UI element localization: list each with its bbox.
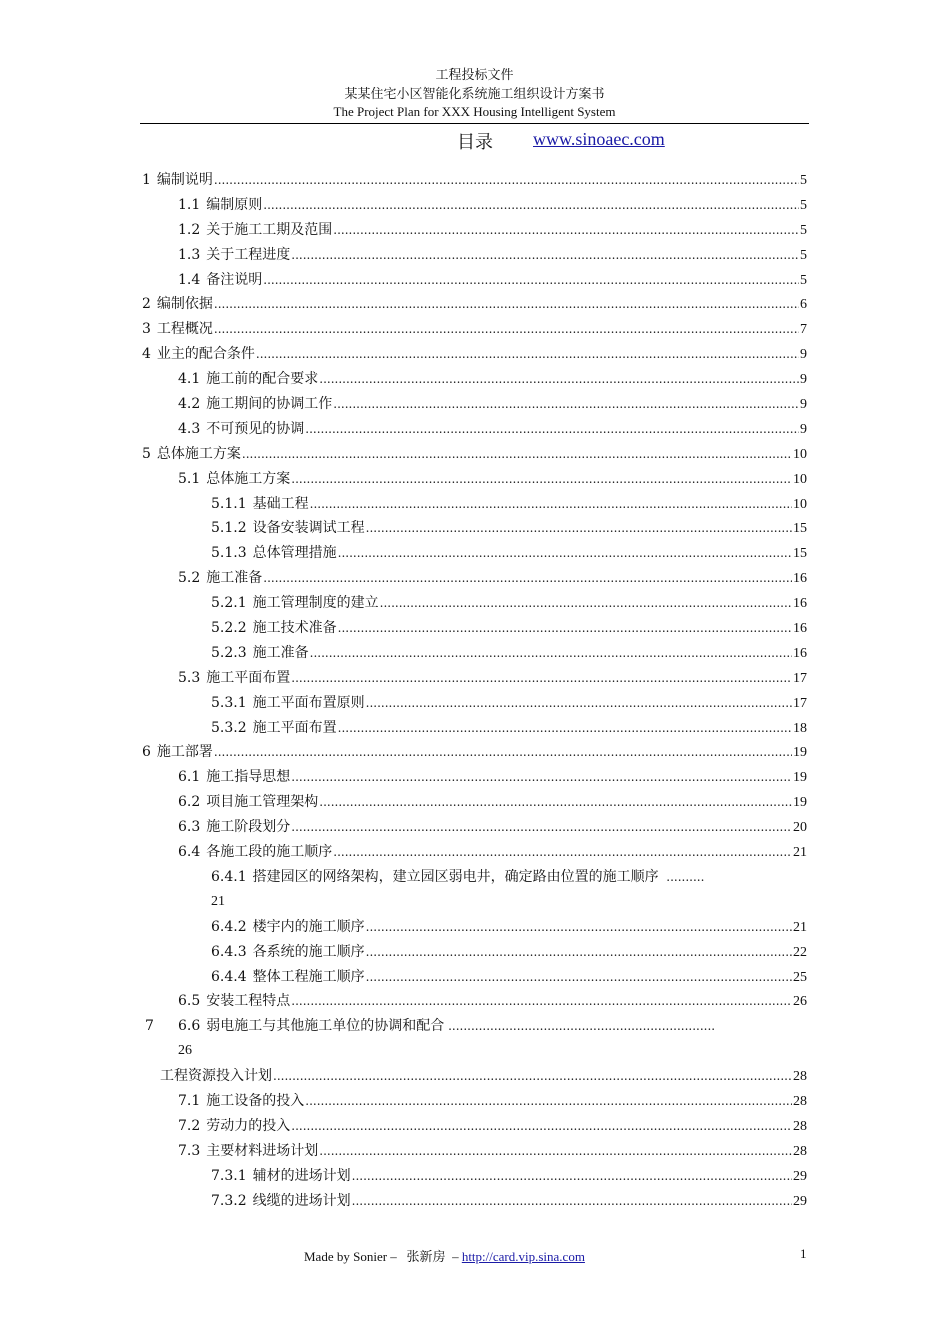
toc-entry[interactable] bbox=[142, 591, 807, 616]
toc-entry-number: 6.4.2 bbox=[211, 918, 247, 935]
toc-entry-number: 6.5 bbox=[178, 993, 201, 1010]
header-line-2: 某某住宅小区智能化系统施工组织设计方案书 bbox=[344, 87, 605, 102]
toc-entry-text: 项目施工管理架构 bbox=[206, 794, 319, 811]
toc-entry[interactable] bbox=[142, 417, 807, 442]
toc-entry-text: 施工前的配合要求 bbox=[206, 371, 319, 388]
toc-entry-page: 10 bbox=[793, 471, 807, 487]
toc-entry-dots bbox=[333, 840, 792, 865]
header-line-1: 工程投标文件 bbox=[435, 68, 514, 83]
toc-entry-page: 29 bbox=[793, 1193, 807, 1209]
toc-entry[interactable] bbox=[142, 915, 807, 940]
toc-entry[interactable] bbox=[142, 516, 807, 541]
toc-entry-page: 16 bbox=[793, 621, 807, 637]
toc-entry-number: 5 bbox=[142, 445, 151, 462]
toc-entry-continuation bbox=[142, 890, 807, 915]
toc-entry-number: 6.2 bbox=[178, 794, 201, 811]
toc-entry-number: 5.2.3 bbox=[211, 644, 247, 661]
toc-entry-number: 1.4 bbox=[178, 271, 201, 288]
toc-entry-dots: ...................................................................... bbox=[444, 1019, 716, 1034]
toc-entry-text: 施工部署 bbox=[156, 744, 213, 761]
toc-entry-page: 28 bbox=[793, 1118, 807, 1134]
toc-entry-page: 9 bbox=[800, 347, 807, 363]
toc-entry-text: 施工技术准备 bbox=[252, 620, 337, 637]
toc-entry-number: 7.3.2 bbox=[211, 1192, 247, 1209]
website-link[interactable]: www.sinoaec.com bbox=[533, 129, 665, 149]
toc-entry-number: 7.2 bbox=[178, 1117, 201, 1134]
toc-entry-page: 25 bbox=[793, 969, 807, 985]
toc-entry-page: 5 bbox=[800, 272, 807, 288]
toc-entry-text: 各系统的施工顺序 bbox=[252, 943, 365, 960]
toc-entry-text: 施工平面布置原则 bbox=[252, 694, 365, 711]
toc-entry[interactable] bbox=[142, 1114, 807, 1139]
toc-entry-page: 19 bbox=[793, 745, 807, 761]
toc-entry-body bbox=[211, 865, 704, 890]
toc-entry-dots bbox=[305, 417, 799, 442]
toc-entry-dots bbox=[291, 467, 792, 492]
toc-entry-page: 15 bbox=[793, 546, 807, 562]
toc-entry-text: 施工指导思想 bbox=[206, 769, 291, 786]
toc-entry-text: 施工准备 bbox=[252, 644, 309, 661]
table-of-contents bbox=[142, 168, 807, 1213]
toc-entry[interactable] bbox=[142, 666, 807, 691]
toc-entry-prefix: 7 bbox=[145, 1018, 154, 1035]
toc-entry-page: 29 bbox=[793, 1168, 807, 1184]
toc-entry-number: 3 bbox=[142, 321, 151, 338]
toc-entry-dots bbox=[291, 815, 792, 840]
toc-entry-number: 1.2 bbox=[178, 221, 201, 238]
toc-title: 目录 bbox=[457, 132, 493, 153]
toc-entry-number: 5.1 bbox=[178, 470, 201, 487]
toc-entry[interactable] bbox=[142, 268, 807, 293]
toc-entry-text: 施工管理制度的建立 bbox=[252, 595, 379, 612]
toc-entry[interactable] bbox=[142, 541, 807, 566]
toc-entry-text: 总体施工方案 bbox=[156, 445, 241, 462]
toc-entry-dots bbox=[310, 492, 792, 517]
toc-entry-dots bbox=[319, 367, 799, 392]
toc-entry[interactable] bbox=[142, 815, 807, 840]
toc-entry-page: 9 bbox=[800, 372, 807, 388]
toc-entry[interactable] bbox=[142, 492, 807, 517]
toc-entry-continuation bbox=[142, 1039, 807, 1064]
toc-entry-number: 5.3.1 bbox=[211, 694, 247, 711]
toc-entry[interactable] bbox=[142, 865, 807, 890]
toc-entry-number: 4.2 bbox=[178, 396, 201, 413]
toc-entry-dots bbox=[352, 1189, 792, 1214]
toc-entry[interactable] bbox=[142, 1014, 807, 1039]
toc-entry-number: 5.2 bbox=[178, 570, 201, 587]
toc-entry-page: 28 bbox=[793, 1093, 807, 1109]
toc-entry-dots bbox=[291, 243, 799, 268]
toc-entry-dots bbox=[338, 616, 792, 641]
toc-entry[interactable] bbox=[142, 218, 807, 243]
toc-entry-page: 26 bbox=[178, 1043, 192, 1059]
toc-entry-number: 6.1 bbox=[178, 769, 201, 786]
toc-entry-text: 施工准备 bbox=[206, 570, 263, 587]
toc-entry-dots bbox=[338, 716, 792, 741]
toc-entry-number: 6.3 bbox=[178, 819, 201, 836]
footer-author: 张新房 bbox=[406, 1250, 446, 1265]
toc-entry-text: 编制说明 bbox=[156, 172, 213, 188]
toc-entry[interactable] bbox=[142, 467, 807, 492]
toc-entry[interactable] bbox=[142, 292, 807, 317]
toc-entry-dots bbox=[273, 1064, 792, 1089]
toc-entry[interactable] bbox=[142, 193, 807, 218]
toc-entry-page: 9 bbox=[800, 421, 807, 437]
toc-entry-text: 搭建园区的网络架构，建立园区弱电井，确定路由位置的施工顺序 bbox=[252, 868, 659, 885]
toc-entry-page: 5 bbox=[800, 197, 807, 213]
toc-entry-number: 4.3 bbox=[178, 420, 201, 437]
toc-entry-dots bbox=[305, 1089, 792, 1114]
footer-credit bbox=[304, 1246, 585, 1265]
toc-entry-dots bbox=[366, 940, 792, 965]
toc-entry-text: 基础工程 bbox=[252, 495, 309, 512]
toc-entry-number: 5.2.1 bbox=[211, 595, 247, 612]
toc-entry-number: 5.1.3 bbox=[211, 545, 247, 562]
toc-entry-dots bbox=[242, 442, 792, 467]
toc-entry-page: 10 bbox=[793, 496, 807, 512]
toc-entry-text: 安装工程特点 bbox=[206, 993, 291, 1010]
toc-entry-number: 4.1 bbox=[178, 371, 201, 388]
toc-entry-page: 17 bbox=[793, 670, 807, 686]
toc-entry-number: 7.1 bbox=[178, 1092, 201, 1109]
toc-entry[interactable] bbox=[142, 691, 807, 716]
footer-made-by: Made by Sonier – bbox=[304, 1249, 397, 1264]
toc-entry-text: 整体工程施工顺序 bbox=[252, 968, 365, 985]
toc-entry-dots bbox=[291, 666, 792, 691]
toc-entry-number: 7.3 bbox=[178, 1142, 201, 1159]
toc-entry-number: 6.4 bbox=[178, 844, 201, 861]
toc-entry-page: 28 bbox=[793, 1069, 807, 1085]
toc-entry-page: 17 bbox=[793, 695, 807, 711]
toc-entry[interactable] bbox=[142, 1164, 807, 1189]
toc-entry[interactable] bbox=[142, 243, 807, 268]
toc-entry-dots bbox=[263, 193, 799, 218]
toc-entry-page: 19 bbox=[793, 795, 807, 811]
header-rule bbox=[140, 123, 809, 124]
toc-entry[interactable] bbox=[142, 442, 807, 467]
toc-entry-dots bbox=[366, 965, 792, 990]
toc-entry-dots bbox=[291, 989, 792, 1014]
toc-entry-text: 施工阶段划分 bbox=[206, 819, 291, 836]
toc-entry-page: 9 bbox=[800, 397, 807, 413]
toc-title-row bbox=[0, 128, 950, 154]
footer-dash: – bbox=[452, 1249, 459, 1264]
toc-entry[interactable] bbox=[142, 765, 807, 790]
toc-entry-dots bbox=[263, 268, 799, 293]
toc-entry-text: 设备安装调试工程 bbox=[252, 520, 365, 537]
toc-entry[interactable] bbox=[142, 965, 807, 990]
toc-entry-dots bbox=[319, 790, 792, 815]
toc-entry-page: 15 bbox=[793, 521, 807, 537]
toc-entry[interactable] bbox=[142, 840, 807, 865]
toc-entry-text: 编制依据 bbox=[156, 296, 213, 313]
toc-entry-dots bbox=[310, 641, 792, 666]
toc-entry-number: 5.1.2 bbox=[211, 520, 247, 537]
toc-entry[interactable] bbox=[142, 392, 807, 417]
toc-entry-dots bbox=[366, 915, 792, 940]
toc-entry-text: 总体施工方案 bbox=[206, 470, 291, 487]
toc-entry-body bbox=[178, 1014, 715, 1039]
toc-entry-page: 28 bbox=[793, 1143, 807, 1159]
toc-entry-dots bbox=[291, 765, 792, 790]
toc-entry-number: 2 bbox=[142, 296, 151, 313]
toc-entry-page: 6 bbox=[800, 297, 807, 313]
toc-entry-text: 施工平面布置 bbox=[206, 669, 291, 686]
toc-entry[interactable] bbox=[142, 790, 807, 815]
toc-entry-text: 施工平面布置 bbox=[252, 719, 337, 736]
toc-entry-number: 5.2.2 bbox=[211, 620, 247, 637]
toc-entry-text: 关于施工工期及范围 bbox=[206, 221, 333, 238]
toc-entry-dots bbox=[263, 566, 792, 591]
toc-entry[interactable] bbox=[142, 168, 807, 193]
toc-entry-number: 5.1.1 bbox=[211, 495, 247, 512]
page-header bbox=[140, 66, 809, 120]
toc-entry[interactable] bbox=[142, 716, 807, 741]
toc-entry-page: 10 bbox=[793, 446, 807, 462]
toc-entry-number: 4 bbox=[142, 346, 151, 363]
toc-entry-page: 5 bbox=[800, 247, 807, 263]
toc-entry[interactable] bbox=[142, 940, 807, 965]
toc-entry-text: 工程概况 bbox=[156, 321, 213, 338]
toc-entry-page: 5 bbox=[800, 173, 807, 188]
toc-entry-number: 1.3 bbox=[178, 246, 201, 263]
toc-entry-text: 关于工程进度 bbox=[206, 246, 291, 263]
toc-entry-dots bbox=[291, 1114, 792, 1139]
toc-entry-page: 21 bbox=[211, 893, 225, 909]
toc-entry-dots bbox=[214, 168, 799, 193]
toc-entry-dots bbox=[366, 516, 792, 541]
toc-entry-page: 5 bbox=[800, 222, 807, 238]
toc-entry[interactable] bbox=[142, 566, 807, 591]
toc-entry-dots bbox=[256, 342, 799, 367]
toc-entry-dots bbox=[319, 1139, 792, 1164]
toc-entry-dots bbox=[333, 218, 799, 243]
toc-entry-dots bbox=[214, 292, 799, 317]
toc-entry-page: 16 bbox=[793, 645, 807, 661]
toc-entry-text: 弱电施工与其他施工单位的协调和配合 bbox=[206, 1018, 445, 1035]
toc-entry-page: 19 bbox=[793, 770, 807, 786]
toc-entry[interactable] bbox=[142, 740, 807, 765]
toc-entry-page: 22 bbox=[793, 944, 807, 960]
toc-entry[interactable] bbox=[142, 1189, 807, 1214]
toc-entry-number: 1 bbox=[142, 172, 151, 188]
toc-entry-text: 总体管理措施 bbox=[252, 545, 337, 562]
toc-entry-text: 辅材的进场计划 bbox=[252, 1167, 351, 1184]
toc-entry-page: 18 bbox=[793, 720, 807, 736]
toc-entry-number: 6.4.3 bbox=[211, 943, 247, 960]
toc-entry-text: 施工期间的协调工作 bbox=[206, 396, 333, 413]
toc-entry-number: 1.1 bbox=[178, 196, 201, 213]
toc-entry-text: 楼宇内的施工顺序 bbox=[252, 918, 365, 935]
toc-entry-dots bbox=[214, 740, 792, 765]
toc-entry-dots bbox=[214, 317, 799, 342]
toc-entry[interactable] bbox=[142, 1139, 807, 1164]
toc-entry-page: 7 bbox=[800, 322, 807, 338]
toc-entry-text: 线缆的进场计划 bbox=[252, 1192, 351, 1209]
page-footer bbox=[0, 1246, 950, 1266]
toc-entry-dots: .......... bbox=[658, 869, 705, 884]
footer-url-link[interactable]: http://card.vip.sina.com bbox=[461, 1249, 585, 1264]
toc-entry-dots bbox=[380, 591, 792, 616]
toc-entry-page: 20 bbox=[793, 820, 807, 836]
toc-entry-number: 7.3.1 bbox=[211, 1167, 247, 1184]
toc-entry-page: 21 bbox=[793, 845, 807, 861]
toc-entry-text: 业主的配合条件 bbox=[156, 346, 255, 363]
toc-entry-page: 16 bbox=[793, 596, 807, 612]
toc-entry[interactable] bbox=[142, 989, 807, 1014]
toc-entry-text: 施工设备的投入 bbox=[206, 1092, 305, 1109]
toc-entry[interactable] bbox=[142, 367, 807, 392]
toc-entry-text: 主要材料进场计划 bbox=[206, 1142, 319, 1159]
toc-entry-text: 不可预见的协调 bbox=[206, 420, 305, 437]
toc-entry-text: 劳动力的投入 bbox=[206, 1117, 291, 1134]
toc-entry[interactable] bbox=[142, 616, 807, 641]
toc-entry-dots bbox=[366, 691, 792, 716]
toc-entry-page: 21 bbox=[793, 919, 807, 935]
toc-entry-number: 5.3.2 bbox=[211, 719, 247, 736]
toc-entry[interactable] bbox=[142, 1064, 807, 1089]
toc-entry-text: 各施工段的施工顺序 bbox=[206, 844, 333, 861]
toc-entry[interactable] bbox=[142, 1089, 807, 1114]
toc-entry-number: 6 bbox=[142, 744, 151, 761]
toc-entry-dots bbox=[352, 1164, 792, 1189]
toc-entry-page: 26 bbox=[793, 994, 807, 1010]
page-number: 1 bbox=[800, 1246, 807, 1261]
header-line-3: The Project Plan for XXX Housing Intelligent System bbox=[333, 104, 616, 119]
toc-entry-text: 编制原则 bbox=[206, 196, 263, 213]
toc-entry-number: 6.4.4 bbox=[211, 968, 247, 985]
toc-entry[interactable] bbox=[142, 317, 807, 342]
toc-entry-page: 16 bbox=[793, 571, 807, 587]
toc-entry-number: 6.4.1 bbox=[211, 868, 247, 885]
toc-entry-dots bbox=[333, 392, 799, 417]
toc-entry-number: 5.3 bbox=[178, 669, 201, 686]
toc-entry[interactable] bbox=[142, 342, 807, 367]
toc-entry[interactable] bbox=[142, 641, 807, 666]
toc-entry-text: 工程资源投入计划 bbox=[160, 1068, 272, 1085]
toc-entry-text: 备注说明 bbox=[206, 271, 263, 288]
toc-entry-number: 6.6 bbox=[178, 1018, 201, 1035]
toc-entry-dots bbox=[338, 541, 792, 566]
